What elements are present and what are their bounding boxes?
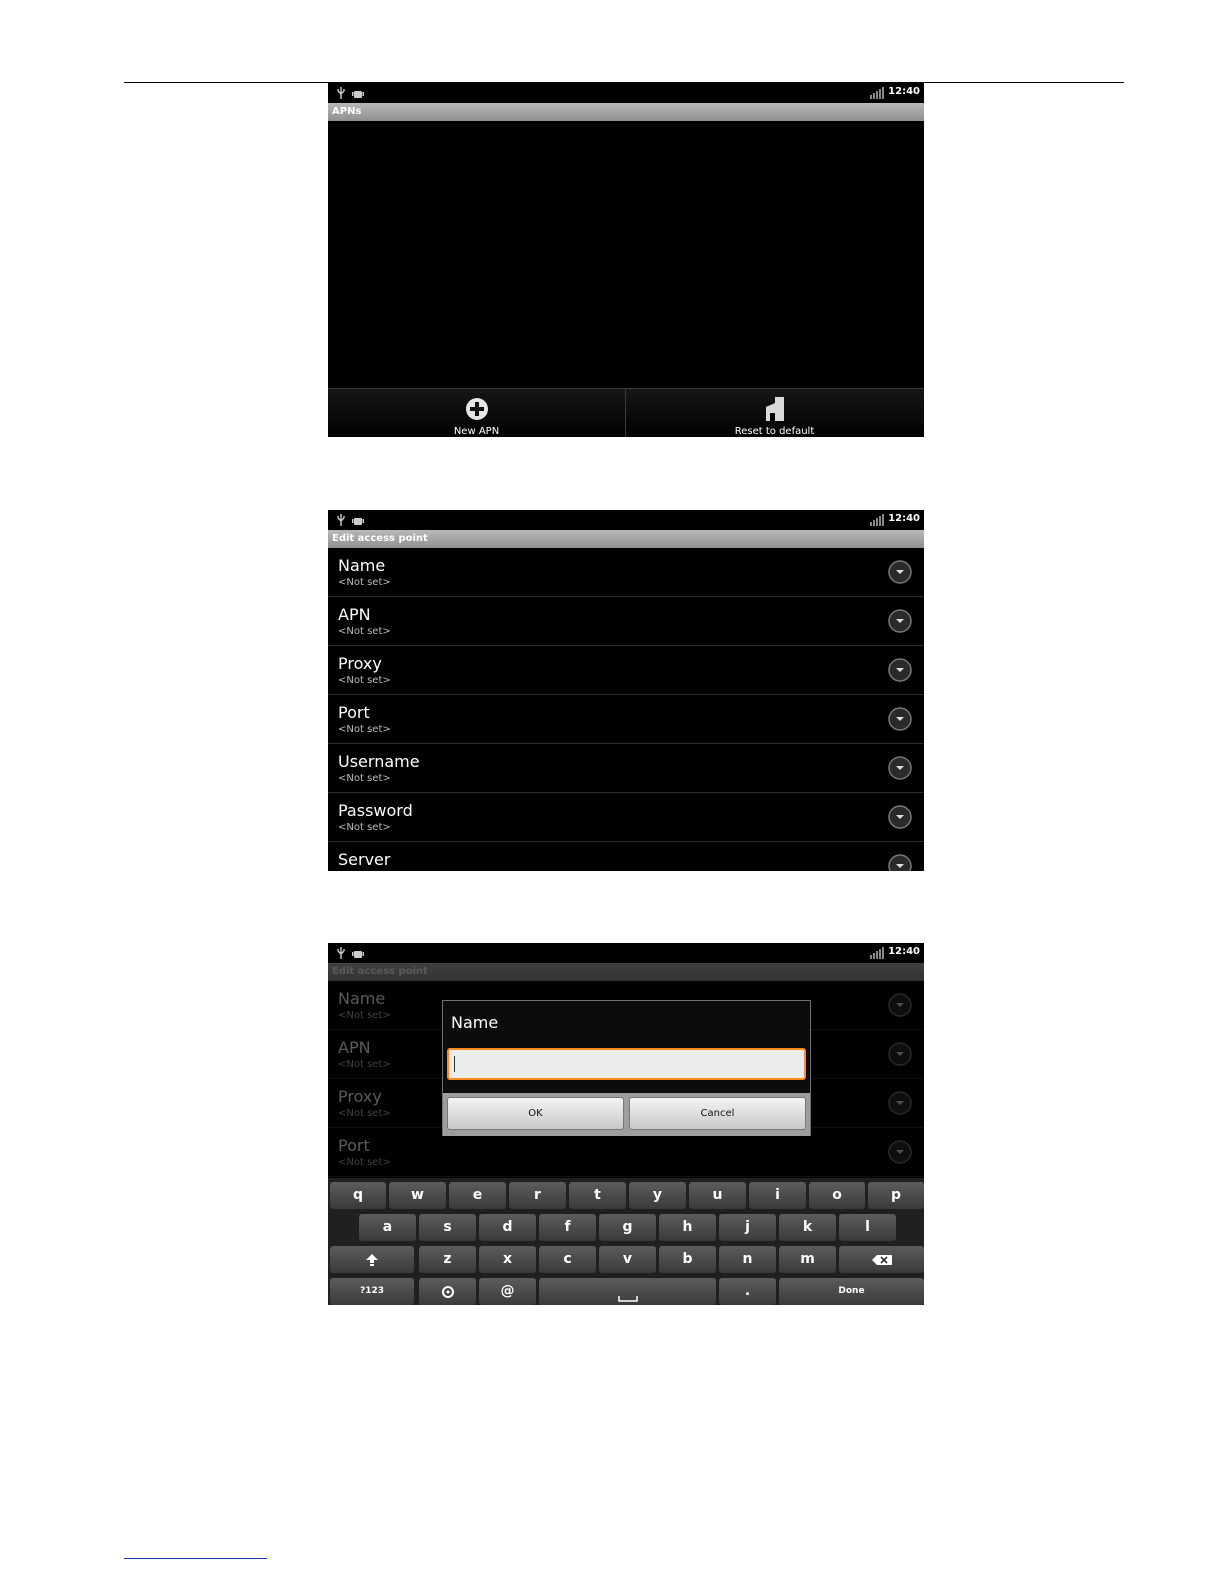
setting-label: Server bbox=[338, 850, 391, 869]
setting-row-username[interactable] bbox=[328, 744, 924, 793]
key-b[interactable]: b bbox=[659, 1246, 716, 1273]
key-q[interactable]: q bbox=[330, 1182, 386, 1209]
setting-value: <Not set> bbox=[338, 724, 391, 735]
chevron-down-icon bbox=[888, 1042, 912, 1066]
chevron-down-icon bbox=[888, 993, 912, 1017]
new-apn-label: New APN bbox=[453, 426, 500, 437]
chevron-down-icon bbox=[888, 1091, 912, 1115]
backspace-icon bbox=[872, 1255, 892, 1265]
usb-icon bbox=[336, 87, 346, 99]
key-c[interactable]: c bbox=[539, 1246, 596, 1273]
setting-label: Password bbox=[338, 801, 413, 820]
setting-label: APN bbox=[338, 605, 371, 624]
gear-icon bbox=[442, 1286, 454, 1298]
key-k[interactable]: k bbox=[779, 1214, 836, 1241]
settings-list bbox=[328, 548, 924, 871]
setting-label: Port bbox=[338, 703, 370, 722]
done-key[interactable]: Done bbox=[779, 1278, 924, 1305]
chevron-down-icon[interactable] bbox=[888, 707, 912, 731]
dialog-button-bar bbox=[443, 1093, 810, 1136]
key-w[interactable]: w bbox=[389, 1182, 446, 1209]
text-cursor bbox=[454, 1056, 455, 1072]
settings-key[interactable] bbox=[419, 1278, 476, 1305]
setting-value: <Not set> bbox=[338, 1010, 391, 1021]
setting-row-name[interactable] bbox=[328, 548, 924, 597]
chevron-down-icon[interactable] bbox=[888, 756, 912, 780]
period-key[interactable]: . bbox=[719, 1278, 776, 1305]
screen-title: Edit access point bbox=[328, 963, 924, 981]
key-n[interactable]: n bbox=[719, 1246, 776, 1273]
dialog-title: Name bbox=[451, 1013, 499, 1032]
key-t[interactable]: t bbox=[569, 1182, 626, 1209]
key-j[interactable]: j bbox=[719, 1214, 776, 1241]
key-x[interactable]: x bbox=[479, 1246, 536, 1273]
new-apn-button[interactable] bbox=[328, 389, 626, 437]
symbols-key[interactable]: ?123 bbox=[330, 1278, 414, 1305]
bottom-action-bar bbox=[328, 388, 924, 437]
setting-value: <Not set> bbox=[338, 1157, 391, 1168]
setting-value: <Not set> bbox=[338, 773, 391, 784]
status-bar bbox=[328, 510, 924, 530]
name-input[interactable] bbox=[447, 1048, 806, 1080]
shift-key[interactable] bbox=[330, 1246, 414, 1273]
signal-icon bbox=[870, 514, 884, 526]
android-debug-icon bbox=[352, 948, 364, 959]
usb-icon bbox=[336, 947, 346, 959]
setting-value: <Not set> bbox=[338, 1108, 391, 1119]
signal-icon bbox=[870, 947, 884, 959]
setting-label: Proxy bbox=[338, 1087, 382, 1106]
setting-row-port[interactable] bbox=[328, 695, 924, 744]
setting-label: Username bbox=[338, 752, 420, 771]
setting-label: Port bbox=[338, 1136, 370, 1155]
reset-icon bbox=[763, 397, 787, 421]
key-l[interactable]: l bbox=[839, 1214, 896, 1241]
setting-label: APN bbox=[338, 1038, 371, 1057]
setting-label: Name bbox=[338, 989, 386, 1008]
key-r[interactable]: r bbox=[509, 1182, 566, 1209]
page-footer-rule bbox=[124, 1558, 267, 1559]
setting-label: Proxy bbox=[338, 654, 382, 673]
android-debug-icon bbox=[352, 515, 364, 526]
chevron-down-icon[interactable] bbox=[888, 560, 912, 584]
chevron-down-icon[interactable] bbox=[888, 854, 912, 871]
key-v[interactable]: v bbox=[599, 1246, 656, 1273]
key-a[interactable]: a bbox=[359, 1214, 416, 1241]
key-z[interactable]: z bbox=[419, 1246, 476, 1273]
at-key[interactable]: @ bbox=[479, 1278, 536, 1305]
key-f[interactable]: f bbox=[539, 1214, 596, 1241]
android-debug-icon bbox=[352, 88, 364, 99]
key-o[interactable]: o bbox=[809, 1182, 865, 1209]
key-y[interactable]: y bbox=[629, 1182, 686, 1209]
soft-keyboard bbox=[328, 1178, 924, 1305]
name-dialog-screenshot bbox=[328, 943, 924, 1305]
reset-label: Reset to default bbox=[734, 426, 815, 437]
setting-row-server[interactable] bbox=[328, 842, 924, 871]
setting-value: <Not set> bbox=[338, 577, 391, 588]
setting-row-password[interactable] bbox=[328, 793, 924, 842]
key-u[interactable]: u bbox=[689, 1182, 746, 1209]
key-i[interactable]: i bbox=[749, 1182, 806, 1209]
cancel-button[interactable]: Cancel bbox=[629, 1097, 806, 1130]
chevron-down-icon[interactable] bbox=[888, 658, 912, 682]
setting-row-apn[interactable] bbox=[328, 597, 924, 646]
space-key[interactable] bbox=[539, 1278, 716, 1305]
reset-to-default-button[interactable] bbox=[626, 389, 923, 437]
usb-icon bbox=[336, 514, 346, 526]
name-dialog bbox=[442, 1000, 811, 1136]
screen-title: Edit access point bbox=[328, 530, 924, 548]
screen-title: APNs bbox=[328, 103, 924, 121]
setting-value: <Not set> bbox=[338, 1059, 391, 1070]
chevron-down-icon bbox=[888, 1140, 912, 1164]
space-icon bbox=[618, 1296, 638, 1302]
key-p[interactable]: p bbox=[868, 1182, 924, 1209]
clock: 12:40 bbox=[888, 513, 920, 524]
ok-button[interactable]: OK bbox=[447, 1097, 624, 1130]
setting-value: <Not set> bbox=[338, 822, 391, 833]
key-h[interactable]: h bbox=[659, 1214, 716, 1241]
status-bar bbox=[328, 943, 924, 963]
setting-label: Name bbox=[338, 556, 386, 575]
apns-screenshot bbox=[328, 83, 924, 437]
setting-value: <Not set> bbox=[338, 675, 391, 686]
setting-value: <Not set> bbox=[338, 626, 391, 637]
signal-icon bbox=[870, 87, 884, 99]
setting-row-proxy[interactable] bbox=[328, 646, 924, 695]
clock: 12:40 bbox=[888, 946, 920, 957]
edit-access-point-screenshot bbox=[328, 510, 924, 871]
key-g[interactable]: g bbox=[599, 1214, 656, 1241]
status-bar bbox=[328, 83, 924, 103]
key-d[interactable]: d bbox=[479, 1214, 536, 1241]
key-s[interactable]: s bbox=[419, 1214, 476, 1241]
key-m[interactable]: m bbox=[779, 1246, 836, 1273]
add-icon bbox=[465, 397, 489, 421]
shift-icon bbox=[366, 1254, 378, 1266]
key-e[interactable]: e bbox=[449, 1182, 506, 1209]
clock: 12:40 bbox=[888, 86, 920, 97]
chevron-down-icon[interactable] bbox=[888, 805, 912, 829]
backspace-key[interactable] bbox=[839, 1246, 924, 1273]
chevron-down-icon[interactable] bbox=[888, 609, 912, 633]
